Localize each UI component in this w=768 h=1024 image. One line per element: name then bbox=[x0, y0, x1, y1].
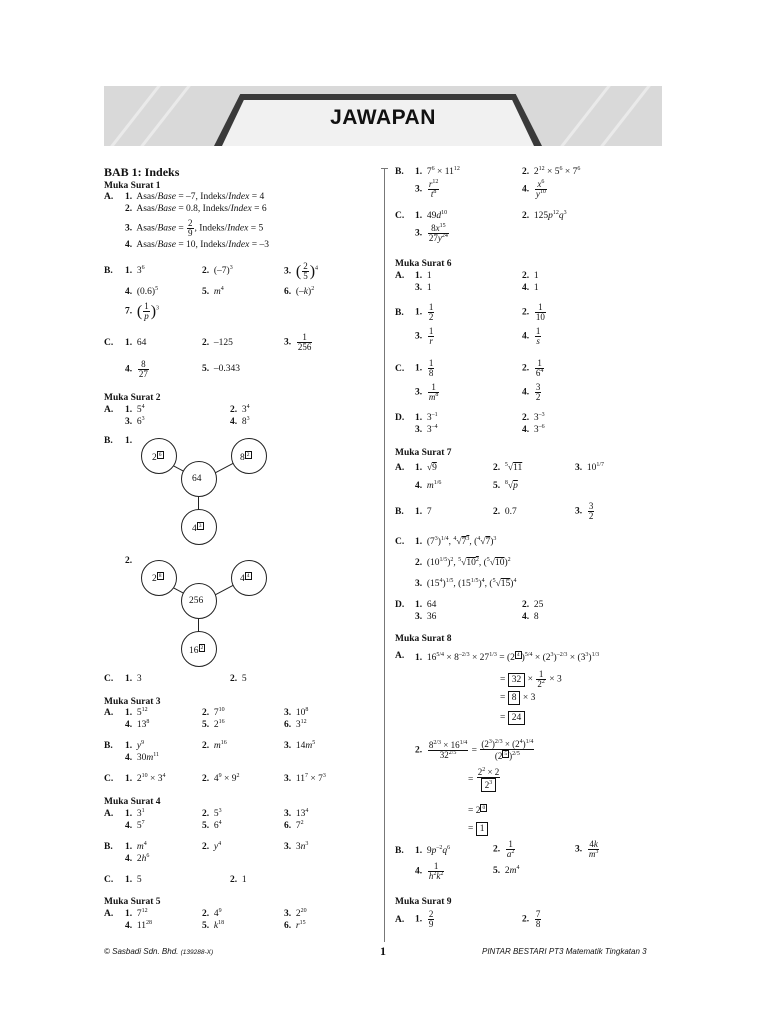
item-label: D. bbox=[395, 600, 405, 610]
answer-text: 1. $7^{12}$ bbox=[125, 908, 148, 919]
answer-text: 4. $30m^{11}$ bbox=[125, 752, 160, 763]
answer-text: 3. $13^4$ bbox=[284, 808, 309, 819]
answer-text: 3. ( $\frac{2}{5}$ )$^4$ bbox=[284, 261, 319, 281]
answer-text: 2. $^5$√11 bbox=[493, 462, 523, 473]
answer-text: 3. $\frac{1}{r}$ bbox=[415, 326, 434, 346]
answer-text: = 32 × $\frac{1}{2^2}$ × 3 bbox=[500, 669, 562, 689]
section-heading: Muka Surat 1 bbox=[104, 181, 161, 191]
answer-text: 1. 7 bbox=[415, 507, 432, 517]
item-label: A. bbox=[395, 651, 405, 661]
section-heading: Muka Surat 6 bbox=[395, 259, 452, 269]
answer-text: 1. Asas/Base = –7, Indeks/Index = 4 bbox=[125, 192, 265, 202]
column-divider bbox=[384, 168, 385, 942]
answer-text: 1. $9p^{-2}q^6$ bbox=[415, 845, 451, 856]
answer-text: 2. 1 bbox=[522, 271, 539, 281]
answer-text: = 1 bbox=[468, 822, 488, 836]
answer-text: 1. $2^{10} \times 3^4$ bbox=[125, 773, 166, 784]
answer-text: 4. Asas/Base = 10, Indeks/Index = –3 bbox=[125, 240, 269, 250]
answer-text: 2. $(-7)^3$ bbox=[202, 265, 233, 276]
answer-text: 4. $(0.6)^5$ bbox=[125, 286, 159, 297]
answer-text: 2. $m^{16}$ bbox=[202, 740, 227, 751]
answer-text: 3. $3n^3$ bbox=[284, 841, 309, 852]
answer-text: 2. 1 bbox=[230, 875, 247, 885]
answer-text: = 2 0 bbox=[468, 805, 486, 816]
answer-text: 5. $2m^4$ bbox=[493, 865, 520, 876]
item-label: B. bbox=[104, 741, 113, 751]
answer-text: 6. $r^{15}$ bbox=[284, 920, 306, 931]
answer-text: 2. $(10^{1/5})^2$, $^5√10^2$, $(^5√10)^2$ bbox=[415, 557, 511, 568]
answer-text: 1. $\frac{2}{9}$ bbox=[415, 909, 434, 929]
answer-text: 3. $\frac{1}{256}$ bbox=[284, 332, 312, 352]
answer-text: 3. $14m^5$ bbox=[284, 740, 316, 751]
answer-text: 3. $3^{-4}$ bbox=[415, 424, 438, 435]
answer-text: 1. $m^4$ bbox=[125, 841, 147, 852]
answer-text: 1. 64 bbox=[125, 338, 147, 348]
item-label: A. bbox=[104, 708, 114, 718]
section-heading: Muka Surat 2 bbox=[104, 393, 161, 403]
answer-text: 2. Asas/Base = 0.8, Indeks/Index = 6 bbox=[125, 204, 267, 214]
answer-text: 2. 25 bbox=[522, 600, 544, 610]
answer-text: 2. $3^4$ bbox=[230, 404, 250, 415]
item-label: A. bbox=[395, 463, 405, 473]
answer-text: 2. $5^3$ bbox=[202, 808, 222, 819]
answer-text: 1. $49d^{10}$ bbox=[415, 210, 448, 221]
answer-text: 2. $\frac{1}{10}$ bbox=[522, 302, 545, 322]
answer-text: 4. 8 bbox=[522, 612, 539, 622]
item-label: C. bbox=[104, 875, 114, 885]
section-heading: Muka Surat 9 bbox=[395, 897, 452, 907]
page-number: 1 bbox=[380, 944, 386, 958]
answer-text: 3. $\frac{r^{12}}{t^8}$ bbox=[415, 179, 439, 199]
answer-text: 3. $\frac{1}{m^8}$ bbox=[415, 382, 439, 402]
answer-text: 2. $3^{-3}$ bbox=[522, 412, 545, 423]
item-label: C. bbox=[104, 774, 114, 784]
item-label: B. bbox=[395, 507, 404, 517]
item-label: A. bbox=[104, 405, 114, 415]
title-banner bbox=[104, 86, 662, 146]
answer-text: 6. $(-k)^2$ bbox=[284, 286, 315, 297]
answer-text: 3. 1 bbox=[415, 283, 432, 293]
section-heading: Muka Surat 7 bbox=[395, 448, 452, 458]
answer-text: 2. $\frac{7}{8}$ bbox=[522, 909, 541, 929]
item-label: B. bbox=[104, 842, 113, 852]
answer-text: 1. $y^9$ bbox=[125, 740, 145, 751]
answer-text: 3. $2^{20}$ bbox=[284, 908, 307, 919]
answer-text: 4. $11^{28}$ bbox=[125, 920, 153, 931]
answer-text: 1. 3 bbox=[125, 674, 142, 684]
page-title: JAWAPAN bbox=[330, 106, 436, 129]
answer-text: = 24 bbox=[500, 711, 525, 725]
item-number: 2. bbox=[125, 556, 133, 566]
item-label: C. bbox=[395, 364, 405, 374]
item-label: B. bbox=[104, 436, 113, 446]
answer-text: 6. $3^{12}$ bbox=[284, 719, 307, 730]
answer-text: 4. $\frac{1}{h^2k^2}$ bbox=[415, 861, 444, 881]
answer-text: 2. $2^{12} \times 5^6 \times 7^6$ bbox=[522, 166, 581, 177]
item-label: C. bbox=[395, 537, 405, 547]
answer-text: 3. $\frac{8x^{15}}{27y^{24}}$ bbox=[415, 223, 448, 243]
answer-text: 1. √9 bbox=[415, 463, 437, 473]
answer-text: 4. $2h^6$ bbox=[125, 853, 150, 864]
item-number: 1. bbox=[125, 436, 133, 446]
answer-text: 2. 5 bbox=[230, 674, 247, 684]
answer-text: 6. $7^2$ bbox=[284, 820, 304, 831]
answer-text: 3. $6^3$ bbox=[125, 416, 145, 427]
section-heading: Muka Surat 8 bbox=[395, 634, 452, 644]
answer-text: 2. $125p^{12}q^3$ bbox=[522, 210, 567, 221]
item-label: A. bbox=[395, 915, 405, 925]
section-heading: Muka Surat 4 bbox=[104, 797, 161, 807]
answer-text: 4. $3^{-6}$ bbox=[522, 424, 545, 435]
item-label: B. bbox=[395, 167, 404, 177]
answer-text: 2. $y^4$ bbox=[202, 841, 222, 852]
answer-text: 5. $k^{18}$ bbox=[202, 920, 225, 931]
answer-text: 2. $4^9 \times 9^2$ bbox=[202, 773, 240, 784]
item-label: C. bbox=[395, 211, 405, 221]
answer-text: 5. $2^{16}$ bbox=[202, 719, 225, 730]
answer-text: 2. $7^{10}$ bbox=[202, 707, 225, 718]
answer-text: 1. $5^4$ bbox=[125, 404, 145, 415]
answer-text: 1. $16^{5/4} \times 8^{-2/3} \times 27^{1/3} = (2$ 4 )$^{5/4} \times (2^3)^{-2/3} \times (3^3)^{1/3}$ bbox=[415, 652, 600, 663]
item-label: A. bbox=[104, 809, 114, 819]
answer-text: 2. $4^9$ bbox=[202, 908, 222, 919]
item-label: C. bbox=[104, 674, 114, 684]
footer-book-title: PINTAR BESTARI PT3 Matematik Tingkatan 3 bbox=[482, 947, 647, 956]
answer-text: 4. $8^3$ bbox=[230, 416, 250, 427]
answer-text: 4. $\frac{1}{s}$ bbox=[522, 326, 541, 346]
answer-text: 1. $7^6 \times 11^{12}$ bbox=[415, 166, 460, 177]
answer-text: 1. $\frac{1}{8}$ bbox=[415, 358, 434, 378]
section-heading: Muka Surat 3 bbox=[104, 697, 161, 707]
answer-text: 1. $3^6$ bbox=[125, 265, 145, 276]
answer-text: 5. –0.343 bbox=[202, 364, 240, 374]
answer-text: 4. $m^{1/6}$ bbox=[415, 480, 442, 491]
item-label: B. bbox=[395, 846, 404, 856]
answer-text: 1. 64 bbox=[415, 600, 437, 610]
answer-text: 1. $\frac{1}{2}$ bbox=[415, 302, 434, 322]
answer-text: 3. $(15^4)^{1/5}$, $(15^{1/5})^4$, $(^5√15)^4$ bbox=[415, 578, 517, 589]
answer-text: 3. $10^8$ bbox=[284, 707, 309, 718]
answer-text: 3. Asas/Base = $\frac{2}{9}$ , Indeks/Index = 5 bbox=[125, 218, 264, 238]
answer-text: 3. $11^7 \times 7^3$ bbox=[284, 773, 326, 784]
answer-text: 1. $3^{-1}$ bbox=[415, 412, 438, 423]
chapter-heading: BAB 1: Indeks bbox=[104, 165, 180, 179]
answer-text: 2. –125 bbox=[202, 338, 233, 348]
answer-text: 1. $(7^3)^{1/4}$, $^4√7^3$, $(^4√7)^3$ bbox=[415, 536, 497, 547]
item-label: C. bbox=[104, 338, 114, 348]
answer-text: 4. $\frac{8}{27}$ bbox=[125, 359, 148, 379]
answer-text: 2. $\frac{8^{2/3} \times 16^{1/4}}{32^{2/5}}$ = $\frac{(2^3)^{2/3} \times (2^4)^{1/4}}{(2 5 )^{2/5}}$ bbox=[415, 739, 534, 761]
answer-text: 7. ( $\frac{1}{p}$ )$^3$ bbox=[125, 301, 160, 321]
answer-text: 2. 0.7 bbox=[493, 507, 517, 517]
answer-text: 2. $\frac{1}{6^4}$ bbox=[522, 358, 544, 378]
item-label: A. bbox=[104, 909, 114, 919]
answer-text: 2. $\frac{1}{a^2}$ bbox=[493, 839, 515, 859]
answer-text: 4. $13^8$ bbox=[125, 719, 150, 730]
answer-text: 1. 5 bbox=[125, 875, 142, 885]
footer-copyright: © Sasbadi Sdn. Bhd. (139288-X) bbox=[104, 947, 214, 956]
answer-text: 3. $10^{1/7}$ bbox=[575, 462, 605, 473]
answer-text: 5. $6^4$ bbox=[202, 820, 222, 831]
answer-text: 5. $m^4$ bbox=[202, 286, 224, 297]
answer-text: 1. $5^{12}$ bbox=[125, 707, 148, 718]
section-heading: Muka Surat 5 bbox=[104, 897, 161, 907]
answer-text: 3. $\frac{3}{2}$ bbox=[575, 501, 594, 521]
item-label: D. bbox=[395, 413, 405, 423]
answer-text: 4. $\frac{x^6}{y^{10}}$ bbox=[522, 179, 546, 199]
answer-text: 4. $\frac{3}{2}$ bbox=[522, 382, 541, 402]
answer-text: 1. $3^1$ bbox=[125, 808, 145, 819]
answer-text: 3. 36 bbox=[415, 612, 437, 622]
item-label: B. bbox=[104, 266, 113, 276]
answer-text: 4. $5^7$ bbox=[125, 820, 145, 831]
item-label: A. bbox=[104, 192, 114, 202]
answer-text: = 8 × 3 bbox=[500, 693, 536, 703]
answer-text: 4. 1 bbox=[522, 283, 539, 293]
item-label: B. bbox=[395, 308, 404, 318]
answer-text: 5. $^8$√p bbox=[493, 480, 518, 491]
answer-text: 3. $\frac{4k}{m^3}$ bbox=[575, 839, 599, 859]
answer-text: 1. 1 bbox=[415, 271, 432, 281]
answer-text: = $\frac{2^2 \times 2}{2^3}$ bbox=[468, 767, 500, 790]
item-label: A. bbox=[395, 271, 405, 281]
